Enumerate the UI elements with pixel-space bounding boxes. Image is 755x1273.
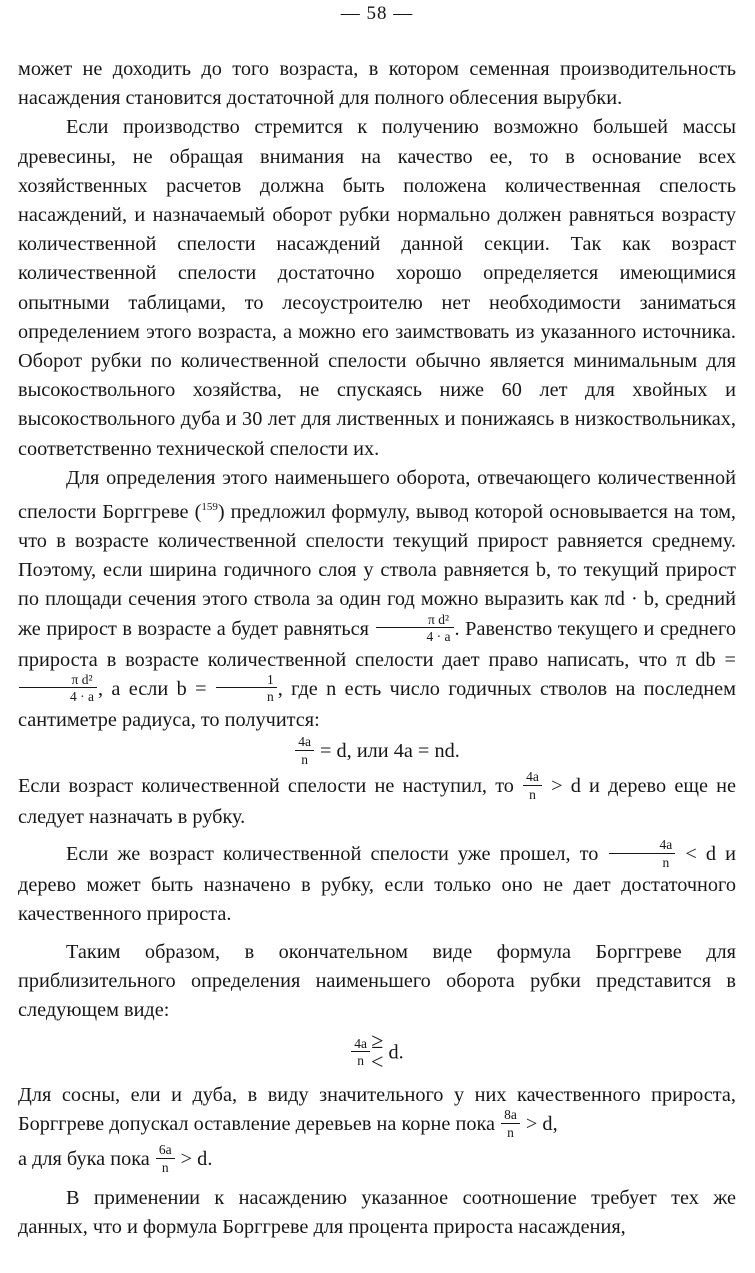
page-number: — 58 —: [340, 3, 414, 24]
denominator: n: [507, 1124, 514, 1140]
fraction: [156, 1143, 175, 1174]
numerator: 4a: [523, 770, 542, 786]
denominator: 4 · a: [426, 629, 451, 645]
numerator: 4a: [351, 1037, 370, 1053]
paragraph-5: [18, 837, 737, 929]
denominator: n: [266, 689, 274, 705]
numerator: 4a: [295, 735, 314, 751]
text-run: > d,: [525, 1113, 558, 1136]
paragraph-6: Таким образом, в окончательном виде формула Борггреве для приблизительного определения наименьшего оборота рубки представится в следующем виде:: [18, 940, 736, 1022]
paragraph-8: В применении к насаждению указанное соотношение требует тех же данных, что и формула Борггреве для процента прироста насаждения,: [18, 1187, 736, 1239]
paragraph-3: [18, 464, 736, 735]
denominator: n: [357, 1053, 365, 1069]
numerator: 1: [216, 673, 277, 689]
text-run: . Равенство текущего и среднего прироста в возрасте количественной спелости дает право написать, что π db =: [18, 617, 736, 671]
text-run: ) предложил формулу, вывод которой основывается на том, что в возрасте количественной спелости текущий прирост равняется среднему. Поэтому, если ширина годичного слоя у ствола равняется b, то текущий прирост по площади сечения этого ствола за один год можно выразить как πd · b, средний же прирост в возрасте a будет равняться: [18, 500, 737, 640]
paragraph-2: Если производство стремится к получению возможно большей массы древесины, не обращая внимания на качество ее, то в основание всех хозяйственных расчетов должна быть положена количественная спелость насаждений, и назначаемый оборот рубки нормально должен равняться возрасту количественной спелости насаждений данной секции. Так как возраст количественной спелости достаточно хорошо определяется имеющимися опытными таблицами, то лесоустроителю нет необходимости заниматься определением этого возраста, а можно его заимствовать из указанного источника. Оборот рубки по количественной спелости обычно является минимальным для высокоствольного хозяйства, не спускаясь ниже 60 лет для хвойных и высокоствольного дуба и 30 лет для лиственных и понижаясь в низкоствольниках, соответственно технической спелости их.: [18, 116, 736, 460]
greater-or-equal-sign: ≥: [371, 1028, 384, 1054]
paragraph-1: может не доходить до того возраста, в котором семенная производительность насаждения становится достаточной для полного облесения вырубки.: [18, 58, 736, 110]
text-run: > d и дерево еще не следует назначать в рубку.: [18, 775, 736, 829]
formula-text: d.: [388, 1041, 404, 1064]
fraction: [501, 1108, 520, 1139]
paragraph-7: [18, 1081, 736, 1141]
paragraph-7-continued: [18, 1142, 736, 1176]
numerator: 6a: [156, 1143, 175, 1159]
denominator: 4 · a: [70, 689, 94, 705]
paragraph-4: [18, 769, 736, 832]
reference-number: 159: [201, 501, 218, 514]
formula-2: [18, 1028, 736, 1075]
formula-1: [18, 734, 736, 768]
text-run: Если возраст количественной спелости не наступил, то: [18, 775, 514, 798]
denominator: n: [662, 854, 670, 870]
fraction: [376, 613, 454, 644]
numerator: 4a: [609, 838, 676, 854]
text-run: < d и дерево может быть назначено в рубку, если только оно не дает достаточного качественного прироста.: [18, 843, 737, 926]
fraction: [295, 735, 314, 766]
fraction: [609, 838, 676, 869]
text-run: а для бука пока: [18, 1148, 150, 1171]
numerator: 8a: [501, 1108, 520, 1124]
text-run: , а если b =: [98, 677, 207, 700]
denominator: n: [529, 786, 536, 802]
fraction: [351, 1037, 370, 1068]
page: [18, 0, 736, 1243]
fraction: [523, 770, 542, 801]
denominator: n: [301, 751, 308, 767]
text-run: Если же возраст количественной спелости уже прошел, то: [66, 843, 599, 866]
less-than-sign: <: [371, 1049, 384, 1075]
denominator: n: [161, 1159, 169, 1175]
numerator: π d²: [19, 673, 97, 689]
fraction: [216, 673, 277, 704]
text-run: Для определения этого наименьшего оборота, отвечающего количественной спелости Борггреве (: [18, 466, 736, 523]
relation-sign: [371, 1028, 384, 1075]
text-run: , где n есть число годичных стволов на последнем сантиметре радиуса, то получится:: [18, 677, 737, 731]
text-run: Для сосны, ели и дуба, в виду значительного у них качественного прироста, Борггреве допускал оставление деревьев на корне пока: [18, 1084, 736, 1136]
numerator: π d²: [376, 613, 454, 629]
formula-text: = d, или 4a = nd.: [320, 740, 460, 763]
fraction: [19, 673, 97, 704]
text-run: > d.: [180, 1148, 213, 1171]
